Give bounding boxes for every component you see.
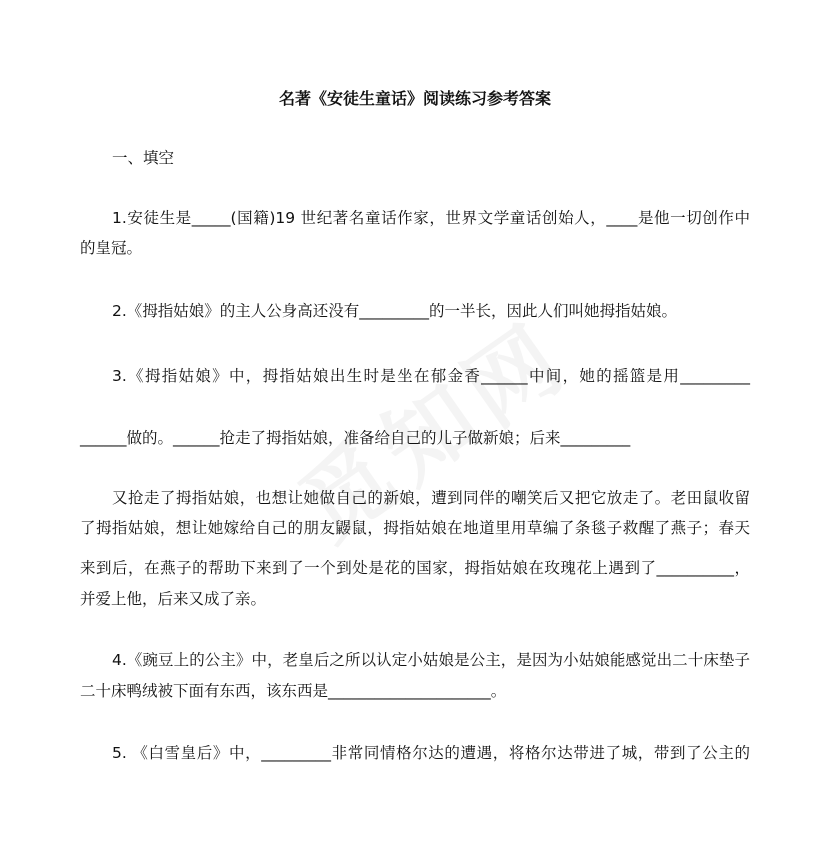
question-3-line-1: 3.《拇指姑娘》中，拇指姑娘出生时是坐在郁金香______中间，她的摇篮是用_________ — [112, 367, 750, 385]
paragraph-line-1: 又抢走了拇指姑娘，也想让她做自己的新娘，遭到同伴的嘲笑后又把它放走了。老田鼠收留 — [112, 489, 750, 507]
document-title: 名著《安徒生童话》阅读练习参考答案 — [278, 89, 551, 108]
question-1-line-2: 的皇冠。 — [80, 239, 143, 257]
question-3-line-2: ______做的。______抢走了拇指姑娘，准备给自己的儿子做新娘；后来_________ — [80, 429, 631, 447]
question-2: 2.《拇指姑娘》的主人公身高还没有_________的一半长，因此人们叫她拇指姑娘。 — [112, 302, 678, 320]
question-5-line-1: 5. 《白雪皇后》中，_________非常同情格尔达的遭遇，将格尔达带进了城，带到了公主的 — [112, 744, 750, 762]
paragraph-line-3: 来到后，在燕子的帮助下来到了一个到处是花的国家，拇指姑娘在玫瑰花上遇到了__________， — [80, 559, 750, 577]
question-4-line-2: 二十床鸭绒被下面有东西，该东西是_____________________。 — [80, 682, 507, 700]
paragraph-line-4: 并爱上他，后来又成了亲。 — [80, 590, 267, 608]
paragraph-line-2: 了拇指姑娘，想让她嫁给自己的朋友鼹鼠，拇指姑娘在地道里用草编了条毯子救醒了燕子；春天 — [80, 519, 750, 537]
section-heading: 一、填空 — [112, 149, 175, 167]
question-4-line-1: 4.《豌豆上的公主》中，老皇后之所以认定小姑娘是公主，是因为小姑娘能感觉出二十床垫子 — [112, 651, 750, 669]
question-1-line-1: 1.安徒生是_____(国籍)19 世纪著名童话作家，世界文学童话创始人，____是他一切创作中 — [112, 209, 750, 227]
